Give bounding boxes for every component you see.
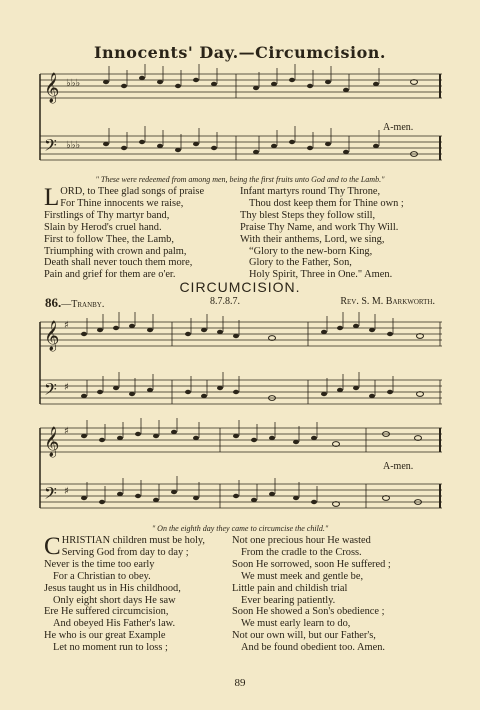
hymn1-verses-right	[240, 186, 450, 281]
verse-line: We must early learn to do,	[241, 618, 351, 630]
svg-text:♯: ♯	[64, 320, 69, 331]
verse-line: Firstlings of Thy martyr band,	[44, 209, 170, 221]
hymn2-amen: Amen.	[357, 642, 386, 654]
hymn1-caption: " These were redeemed from among men, being the first fruits unto God and to the Lamb."	[95, 175, 385, 184]
hymn1-dropcap: L	[44, 184, 60, 211]
hymn2-verses-left	[44, 535, 234, 654]
svg-text:𝄞: 𝄞	[44, 73, 60, 103]
svg-text:♯: ♯	[64, 486, 69, 497]
hymn2-header	[45, 295, 435, 309]
verse-line: Praise Thy Name, and work Thy Will.	[240, 221, 399, 233]
verse-line: Soon He sorrowed, soon He suffered ;	[232, 558, 391, 570]
verse-line: First to follow Thee, the Lamb,	[44, 233, 174, 245]
svg-text:♭♭♭: ♭♭♭	[66, 140, 81, 151]
verse-line-text: And be found obedient too.	[241, 642, 355, 654]
hymn1-verses-left	[44, 186, 234, 281]
verse-line: Let no moment run to loss ;	[53, 642, 168, 654]
section-title: CIRCUMCISION.	[179, 279, 301, 295]
verse-line: For Thine innocents we raise,	[60, 197, 184, 209]
verse-line: Soon He showed a Son's obedience ;	[232, 606, 385, 618]
tune-name: —Tranby.	[61, 299, 105, 310]
hymn2-verses-right	[232, 535, 450, 654]
verse-line: HRISTIAN children must be holy,	[61, 535, 206, 546]
verse-line: Death shall never touch them more,	[44, 257, 193, 269]
page-number: 89	[234, 677, 246, 689]
verse-line: Ever bearing patiently.	[241, 594, 336, 606]
svg-text:𝄞: 𝄞	[44, 321, 60, 351]
verse-line: Infant martyrs round Thy Throne,	[240, 186, 381, 197]
verse-line: “Glory to the new-born King,	[249, 245, 373, 257]
hymn2-caption: " On the eighth day they came to circumcise the child."	[151, 524, 329, 533]
author: Rev. S. M. Barkworth.	[340, 296, 435, 307]
page-header-title: Innocents' Day.—Circumcision.	[94, 43, 386, 62]
verse-line: Not our own will, but our Father's,	[232, 630, 376, 642]
hymn2-dropcap: C	[44, 533, 61, 560]
verse-line: For a Christian to obey.	[53, 570, 151, 582]
verse-line: Thy blest Steps they follow still,	[240, 209, 376, 221]
svg-text:𝄞: 𝄞	[44, 427, 60, 457]
verse-line: We must meek and gentle be,	[241, 570, 364, 582]
verse-line: Glory to the Father, Son,	[249, 257, 352, 269]
verse-line: From the cradle to the Cross.	[241, 546, 362, 558]
verse-line: Not one precious hour He wasted	[232, 535, 371, 546]
verse-line: Jesus taught us in His childhood,	[44, 582, 181, 594]
verse-line: Never is the time too early	[44, 558, 155, 570]
svg-text:𝄢: 𝄢	[44, 379, 57, 403]
music-staff-system-3	[36, 418, 446, 528]
svg-text:♭♭♭: ♭♭♭	[66, 78, 81, 89]
verse-line: Ere He suffered circumcision,	[44, 606, 169, 618]
hymn-number: 86.	[45, 295, 62, 310]
svg-text:𝄢: 𝄢	[44, 135, 57, 159]
verse-line: Triumphing with crown and palm,	[44, 245, 187, 257]
music-staff-system-2	[36, 312, 446, 422]
verse-line	[232, 642, 450, 654]
verse-line: Pain and grief for them are o'er.	[44, 269, 176, 281]
hymn1-amen: Amen.	[364, 269, 393, 281]
verse-line: Serving God from day to day ;	[61, 546, 189, 558]
verse-line: With their anthems, Lord, we sing,	[240, 233, 385, 245]
amen-label-2: A-men.	[383, 461, 414, 472]
svg-text:♯: ♯	[64, 382, 69, 393]
verse-line: Slain by Herod's cruel hand.	[44, 221, 162, 233]
verse-line: He who is our great Example	[44, 630, 166, 642]
amen-label-1: A-men.	[383, 122, 414, 133]
verse-line-text: Holy Spirit, Three in One."	[249, 269, 363, 281]
verse-line: Little pain and childish trial	[232, 582, 348, 594]
verse-line: Only eight short days He saw	[53, 594, 176, 606]
verse-line: And obeyed His Father's law.	[53, 618, 176, 630]
verse-line: Thou dost keep them for Thine own ;	[249, 197, 404, 209]
svg-text:♯: ♯	[64, 426, 69, 437]
meter: 8.7.8.7.	[210, 296, 240, 307]
verse-line: ORD, to Thee glad songs of praise	[60, 186, 205, 197]
svg-text:𝄢: 𝄢	[44, 483, 57, 507]
